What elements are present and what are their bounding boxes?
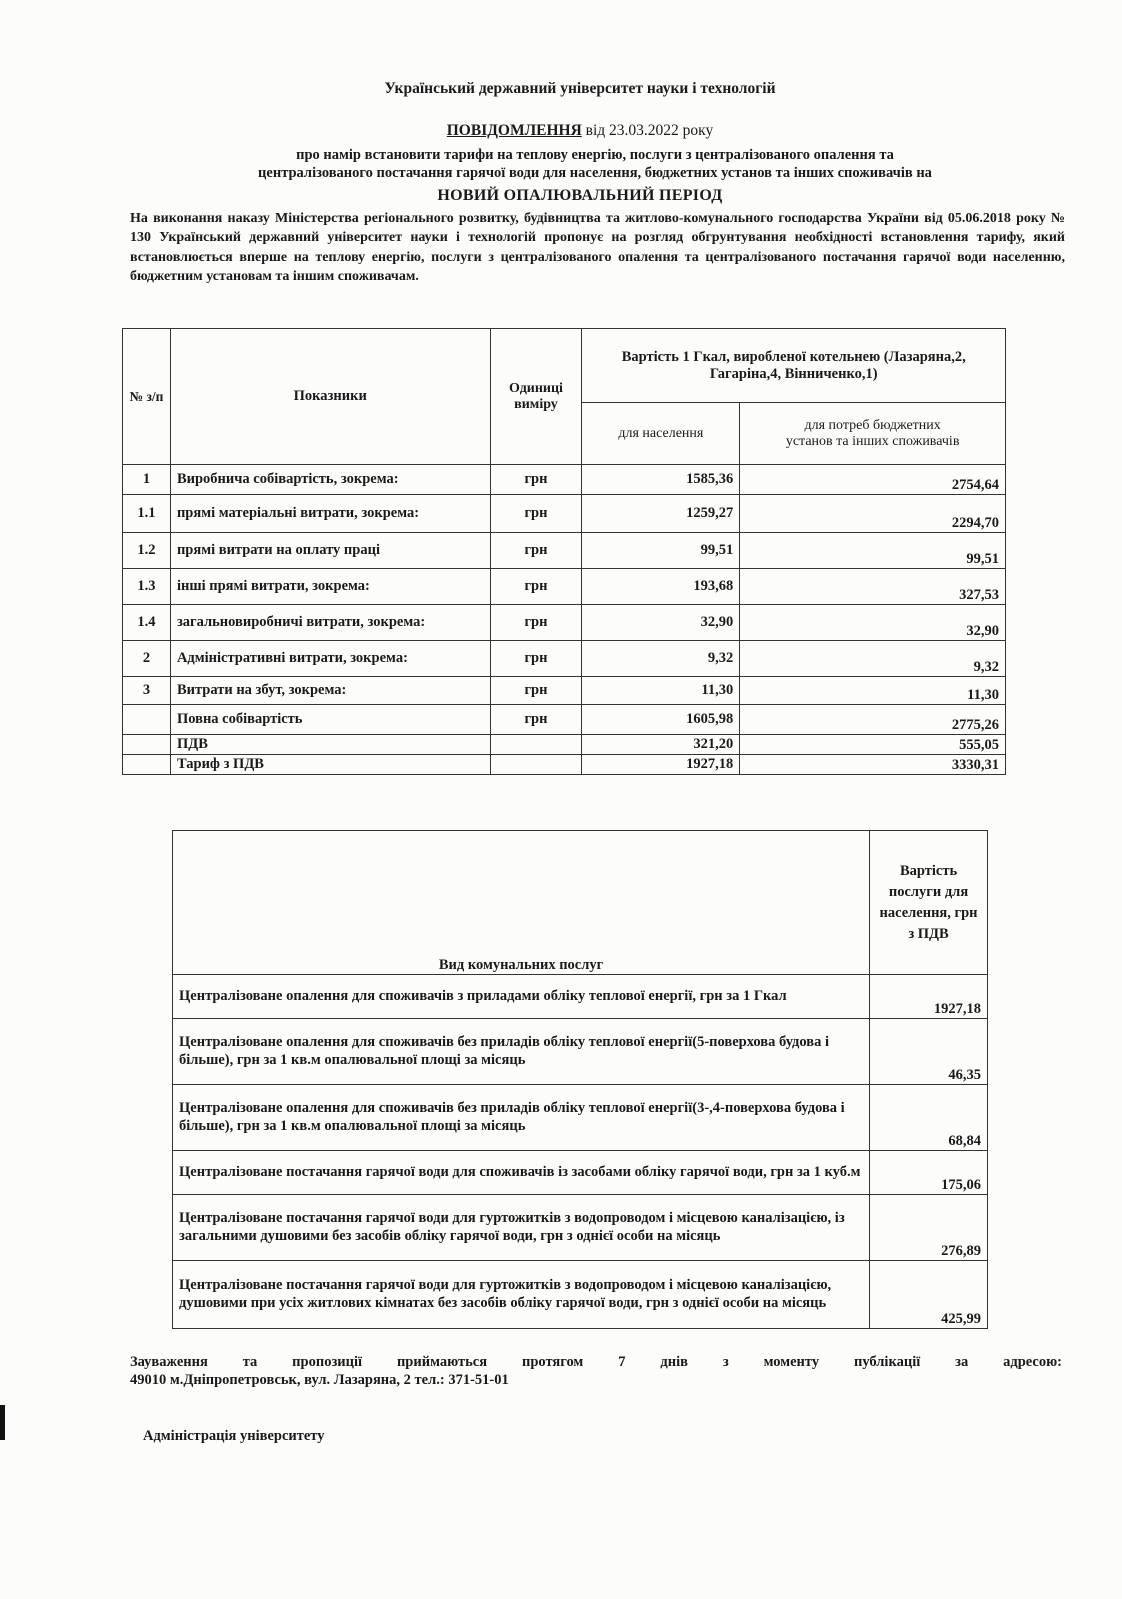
- row-population-value: 1927,18: [582, 755, 740, 775]
- row-indicator: інші прямі витрати, зокрема:: [170, 569, 490, 605]
- row-population-value: 11,30: [582, 677, 740, 705]
- service-row: [173, 1195, 988, 1261]
- row-indicator: Тариф з ПДВ: [170, 755, 490, 775]
- col-header-indicator: Показники: [170, 329, 490, 465]
- service-description: Централізоване постачання гарячої води для гуртожитків з водопроводом і місцевою каналізацією, із загальними душовими без засобів обліку гарячої води, грн з однієї особи на місяць: [173, 1195, 870, 1261]
- service-description: Централізоване опалення для споживачів без приладів обліку теплової енергії(3-,4-поверхова будова і більше), грн за 1 кв.м опалювальної площі за місяць: [173, 1085, 870, 1151]
- row-number: [123, 755, 171, 775]
- remark-line-2: 49010 м.Дніпропетровськ, вул. Лазаряна, 2 тел.: 371-51-01: [130, 1372, 509, 1388]
- row-population-value: 1259,27: [582, 495, 740, 533]
- period-heading: НОВИЙ ОПАЛЮВАЛЬНИЙ ПЕРІОД: [437, 187, 723, 204]
- purpose-line-2: централізованого постачання гарячої води для населення, бюджетних установ та інших споживачів на: [258, 165, 932, 181]
- row-indicator: Адміністративні витрати, зокрема:: [170, 641, 490, 677]
- cost-row: [123, 533, 1006, 569]
- cost-row: [123, 465, 1006, 495]
- notice-title: ПОВІДОМЛЕННЯ: [446, 122, 582, 139]
- service-price: 46,35: [870, 1019, 988, 1085]
- row-number: 1.3: [123, 569, 171, 605]
- intro-paragraph: На виконання наказу Міністерства регіонального розвитку, будівництва та житлово-комунального господарства України від 05.06.2018 року № 130 Український державний університет науки і технологій пропонує на розгляд обгрунтування необхідності встановлення тарифу, який встановлюється вперше на теплову енергію, послуги з централізованого опалення та централізованого постачання гарячої води населенню, бюджетним установам та іншим споживачам.: [130, 211, 1065, 285]
- row-budget-value: 99,51: [740, 533, 1006, 569]
- cost-row: [123, 755, 1006, 775]
- row-number: 2: [123, 641, 171, 677]
- service-row: [173, 975, 988, 1019]
- row-indicator: прямі матеріальні витрати, зокрема:: [170, 495, 490, 533]
- row-unit: грн: [490, 705, 582, 735]
- scan-margin-mark: [0, 1405, 5, 1440]
- row-unit: грн: [490, 605, 582, 641]
- purpose-line-1: про намір встановити тарифи на теплову енергію, послуги з централізованого опалення та: [296, 147, 894, 163]
- row-budget-value: 555,05: [740, 735, 1006, 755]
- row-unit: грн: [490, 641, 582, 677]
- row-number: 1: [123, 465, 171, 495]
- row-number: 1.4: [123, 605, 171, 641]
- notice-heading: [0, 122, 1122, 140]
- row-indicator: ПДВ: [170, 735, 490, 755]
- row-number: 3: [123, 677, 171, 705]
- col-header-population: для населення: [582, 403, 740, 465]
- cost-row: [123, 495, 1006, 533]
- col-header-budget: для потреб бюджетних установ та інших споживачів: [740, 403, 1006, 465]
- service-description: Централізоване опалення для споживачів з приладами обліку теплової енергії, грн за 1 Гкал: [173, 975, 870, 1019]
- row-unit: грн: [490, 533, 582, 569]
- row-indicator: Виробнича собівартість, зокрема:: [170, 465, 490, 495]
- row-population-value: 193,68: [582, 569, 740, 605]
- service-price: 175,06: [870, 1151, 988, 1195]
- row-population-value: 321,20: [582, 735, 740, 755]
- row-budget-value: 2754,64: [740, 465, 1006, 495]
- service-row: [173, 1085, 988, 1151]
- row-population-value: 9,32: [582, 641, 740, 677]
- cost-row: [123, 605, 1006, 641]
- service-row: [173, 1019, 988, 1085]
- service-price: 276,89: [870, 1195, 988, 1261]
- cost-table-body: [123, 465, 1006, 775]
- cost-row: [123, 735, 1006, 755]
- service-price: 425,99: [870, 1261, 988, 1329]
- row-budget-value: 32,90: [740, 605, 1006, 641]
- row-population-value: 32,90: [582, 605, 740, 641]
- row-number: [123, 705, 171, 735]
- row-budget-value: 11,30: [740, 677, 1006, 705]
- remark-line-1: Зауваження та пропозиції приймаються протягом 7 днів з моменту публікації за адресою:: [130, 1354, 1062, 1370]
- row-number: 1.1: [123, 495, 171, 533]
- cost-row: [123, 569, 1006, 605]
- notice-purpose: [130, 146, 1060, 182]
- col-header-price: Вартість послуги для населення, грн з ПДВ: [870, 831, 988, 975]
- service-description: Централізоване опалення для споживачів без приладів обліку теплової енергії(5-поверхова будова і більше), грн за 1 кв.м опалювальної площі за місяць: [173, 1019, 870, 1085]
- cost-row: [123, 705, 1006, 735]
- service-table-body: [173, 975, 988, 1329]
- service-price: 1927,18: [870, 975, 988, 1019]
- service-row: [173, 1151, 988, 1195]
- row-budget-value: 327,53: [740, 569, 1006, 605]
- col-header-unit: Одиниці виміру: [490, 329, 582, 465]
- cost-row: [123, 677, 1006, 705]
- row-indicator: прямі витрати на оплату праці: [170, 533, 490, 569]
- row-budget-value: 2294,70: [740, 495, 1006, 533]
- col-header-cost-group: Вартість 1 Гкал, виробленої котельнею (Лазаряна,2, Гагаріна,4, Вінниченко,1): [582, 329, 1006, 403]
- service-description: Централізоване постачання гарячої води для гуртожитків з водопроводом і місцевою каналізацією, душовими при усіх житлових кімнатах без засобів обліку гарячої води, грн з однієї особи на місяць: [173, 1261, 870, 1329]
- service-price: 68,84: [870, 1085, 988, 1151]
- col-header-service: Вид комунальних послуг: [173, 831, 870, 975]
- row-indicator: загальновиробничі витрати, зокрема:: [170, 605, 490, 641]
- row-budget-value: 3330,31: [740, 755, 1006, 775]
- row-unit: грн: [490, 677, 582, 705]
- university-name: Український державний університет науки і технологій: [384, 80, 776, 97]
- row-unit: [490, 755, 582, 775]
- row-number: 1.2: [123, 533, 171, 569]
- row-number: [123, 735, 171, 755]
- service-row: [173, 1261, 988, 1329]
- cost-row: [123, 641, 1006, 677]
- row-indicator: Витрати на збут, зокрема:: [170, 677, 490, 705]
- row-population-value: 1585,36: [582, 465, 740, 495]
- row-population-value: 99,51: [582, 533, 740, 569]
- row-unit: грн: [490, 495, 582, 533]
- row-population-value: 1605,98: [582, 705, 740, 735]
- row-unit: [490, 735, 582, 755]
- row-indicator: Повна собівартість: [170, 705, 490, 735]
- signature: Адміністрація університету: [143, 1428, 325, 1444]
- col-header-num: № з/п: [123, 329, 171, 465]
- row-budget-value: 2775,26: [740, 705, 1006, 735]
- notice-date: від 23.03.2022 року: [585, 122, 714, 139]
- service-table: [172, 830, 988, 1329]
- row-unit: грн: [490, 465, 582, 495]
- row-unit: грн: [490, 569, 582, 605]
- row-budget-value: 9,32: [740, 641, 1006, 677]
- service-description: Централізоване постачання гарячої води для споживачів із засобами обліку гарячої води, грн за 1 куб.м: [173, 1151, 870, 1195]
- cost-table: [122, 328, 1006, 775]
